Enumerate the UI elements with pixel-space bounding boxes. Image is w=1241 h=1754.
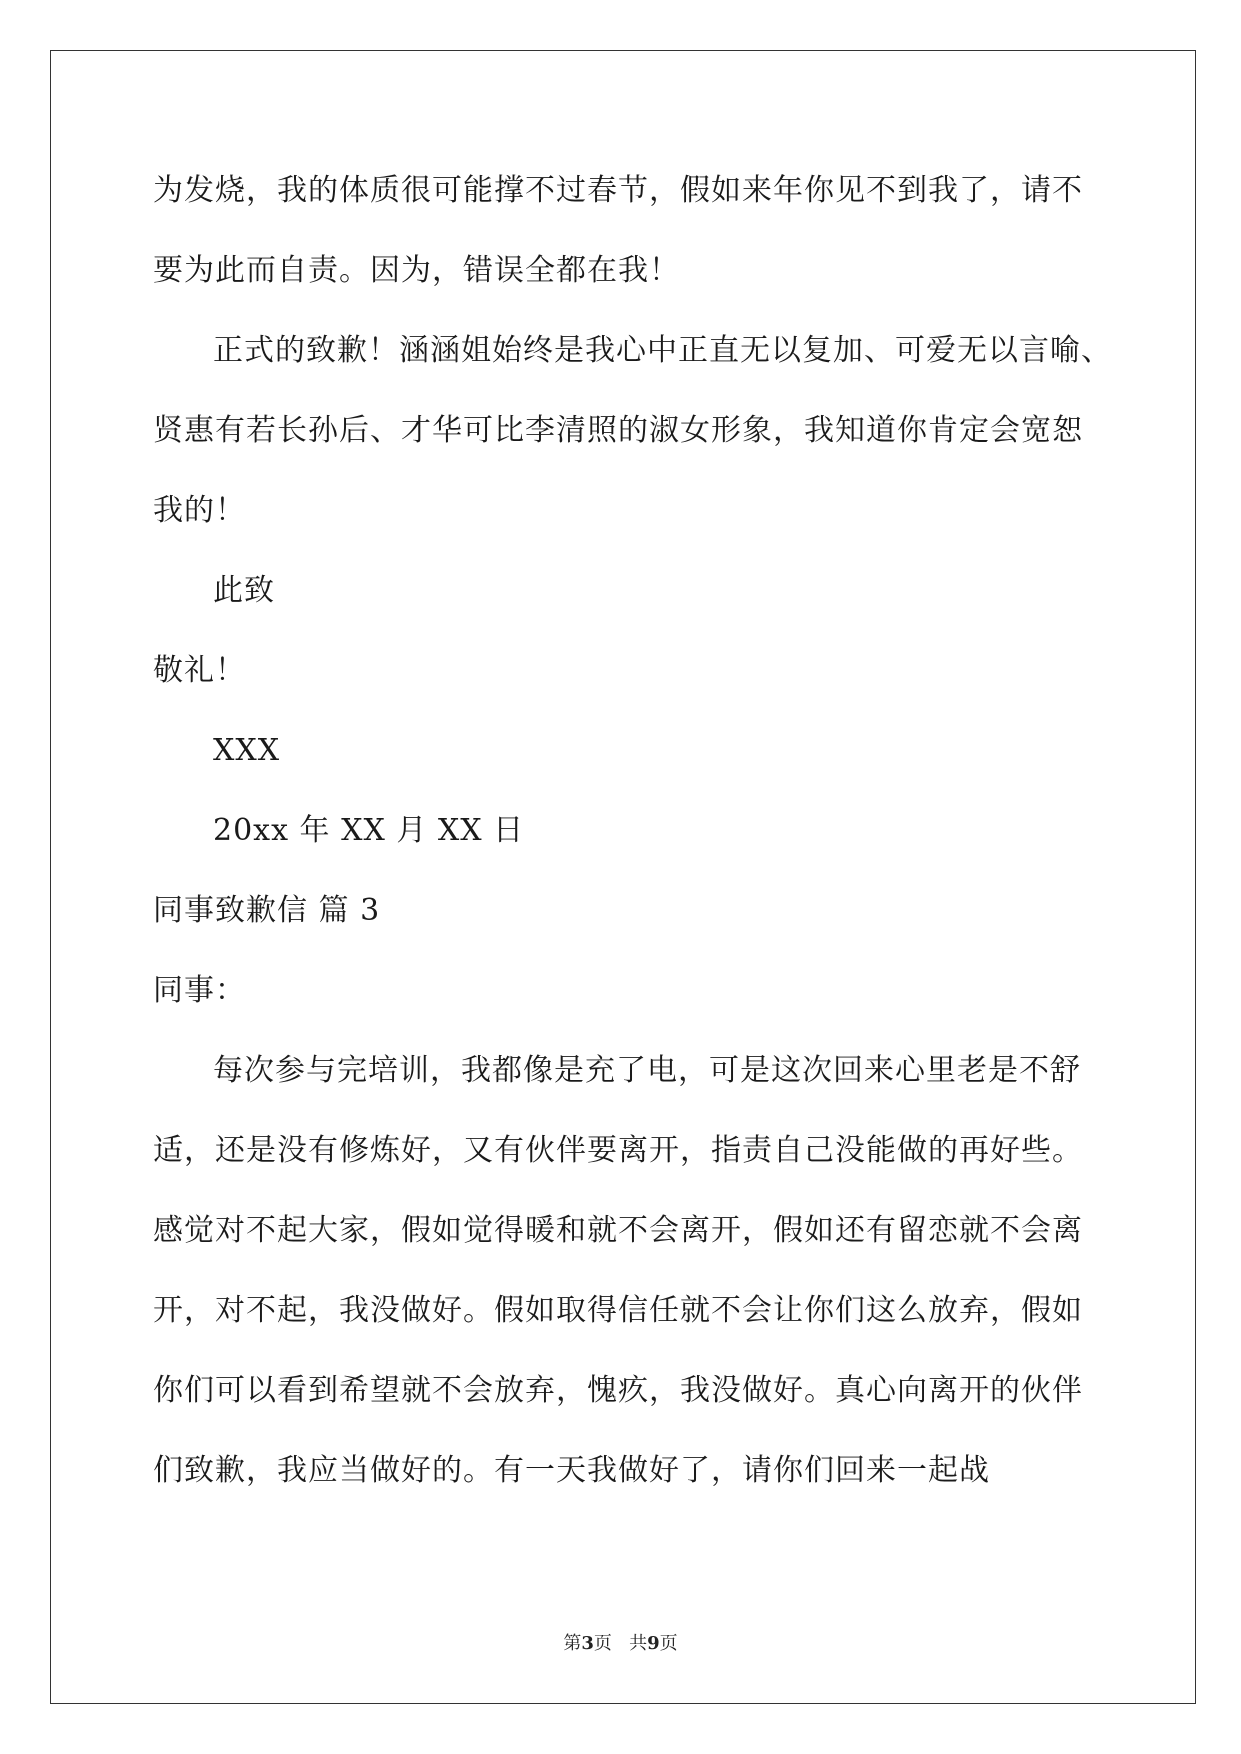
footer-page-suffix: 页 — [593, 1633, 612, 1654]
footer-page-prefix: 第 — [563, 1633, 582, 1654]
body-line-8: 感觉对不起大家，假如觉得暖和就不会离开，假如还有留恋就不会离 — [153, 1213, 1083, 1248]
body-line-1: 为发烧，我的体质很可能撑不过春节，假如来年你见不到我了，请不 — [153, 173, 1083, 208]
body-line-4: 贤惠有若长孙后、才华可比李清照的淑女形象，我知道你肯定会宽恕 — [153, 413, 1083, 448]
body-line-3: 正式的致歉！涵涵姐始终是我心中正直无以复加、可爱无以言喻、 — [213, 333, 1112, 368]
page-footer — [0, 1632, 1241, 1656]
body-line-2: 要为此而自责。因为，错误全都在我！ — [153, 253, 680, 288]
footer-total-pages: 9 — [647, 1633, 660, 1654]
body-line-6: 每次参与完培训，我都像是充了电，可是这次回来心里老是不舒 — [213, 1053, 1081, 1088]
footer-current-page: 3 — [581, 1633, 594, 1654]
body-line-11: 们致歉，我应当做好的。有一天我做好了，请你们回来一起战 — [153, 1453, 990, 1488]
closing-salutation: 此致 — [213, 573, 275, 608]
footer-total-prefix: 共 — [629, 1633, 648, 1654]
signature-name: XXX — [213, 733, 281, 768]
letter-greeting: 同事： — [153, 973, 246, 1008]
body-line-9: 开，对不起，我没做好。假如取得信任就不会让你们这么放弃，假如 — [153, 1293, 1083, 1328]
footer-total-suffix: 页 — [659, 1633, 678, 1654]
body-line-5: 我的！ — [153, 493, 246, 528]
section-title: 同事致歉信 篇 3 — [153, 893, 381, 928]
body-line-7: 适，还是没有修炼好，又有伙伴要离开，指责自己没能做的再好些。 — [153, 1133, 1083, 1168]
body-line-10: 你们可以看到希望就不会放弃，愧疚，我没做好。真心向离开的伙伴 — [153, 1373, 1083, 1408]
closing-regards: 敬礼！ — [153, 653, 246, 688]
signature-date: 20xx 年 XX 月 XX 日 — [213, 813, 525, 848]
